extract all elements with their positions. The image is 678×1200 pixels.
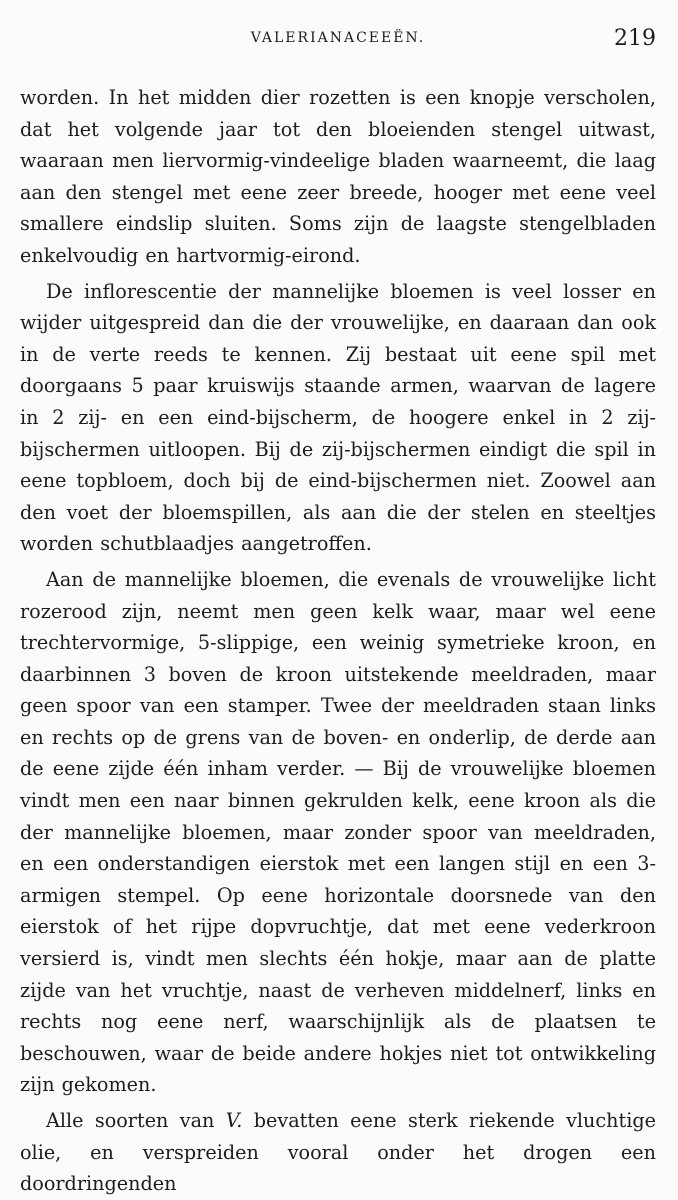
paragraph-1: worden. In het midden dier rozetten is een knopje verscholen, dat het volgende jaar tot den bloeienden stengel uitwast, waaraan men liervormig-vindeelige bladen waarneemt, die laag aan den stengel met eene zeer breede, hooger met eene veel smallere eindslip sluiten. Soms zijn de laagste stengelbladen enkelvoudig en hartvormig-eirond.	[20, 86, 656, 267]
paragraph-2: De inflorescentie der mannelijke bloemen is veel losser en wijder uitgespreid dan die der vrouwelijke, en daaraan dan ook in de verte reeds te kennen. Zij bestaat uit eene spil met doorgaans 5 paar kruiswijs staande armen, waarvan de lagere in 2 zij- en een eind-bijscherm, de hoogere enkel in 2 zij-bijschermen uitloopen. Bij de zij-bijschermen eindigt die spil in eene topbloem, doch bij de eind-bijschermen niet. Zoowel aan den voet der bloemspillen, als aan die der stelen en steeltjes worden schutblaadjes aangetroffen.	[20, 279, 656, 556]
page-number: 219	[614, 26, 656, 51]
paragraph-4-start: Alle soorten van	[46, 1109, 226, 1132]
paragraph-4	[20, 1105, 656, 1200]
paragraph-4-rest: bevatten eene sterk riekende vluchtige olie, en verspreiden vooral onder het drogen een doordringenden	[20, 1109, 656, 1196]
book-page	[20, 26, 656, 1196]
paragraph-3: Aan de mannelijke bloemen, die evenals de vrouwelijke licht rozerood zijn, neemt men geen kelk waar, maar wel eene trechtervormige, 5-slippige, een weinig symetrieke kroon, en daarbinnen 3 boven de kroon uitstekende meeldraden, maar geen spoor van een stamper. Twee der meeldraden staan links en rechts op de grens van de boven- en onderlip, de derde aan de eene zijde één inham verder. — Bij de vrouwelijke bloemen vindt men een naar binnen gekrulden kelk, eene kroon als die der mannelijke bloemen, maar zonder spoor van meeldraden, en een onderstandigen eierstok met een langen stijl en een 3-armigen stempel. Op eene horizontale doorsnede van den eierstok of het rijpe dopvruchtje, dat met eene vederkroon versierd is, vindt men slechts één hokje, maar aan de platte zijde van het vruchtje, naast de verheven middelnerf, links en rechts nog eene nerf, waarschijnlijk als de plaatsen te beschouwen, waar de beide andere hokjes niet tot ontwikkeling zijn gekomen.	[20, 567, 656, 1097]
genus-abbreviation: V.	[225, 1109, 243, 1132]
page-header	[20, 26, 656, 62]
running-head: VALERIANACEEËN.	[250, 30, 426, 46]
body-text	[20, 82, 656, 1200]
